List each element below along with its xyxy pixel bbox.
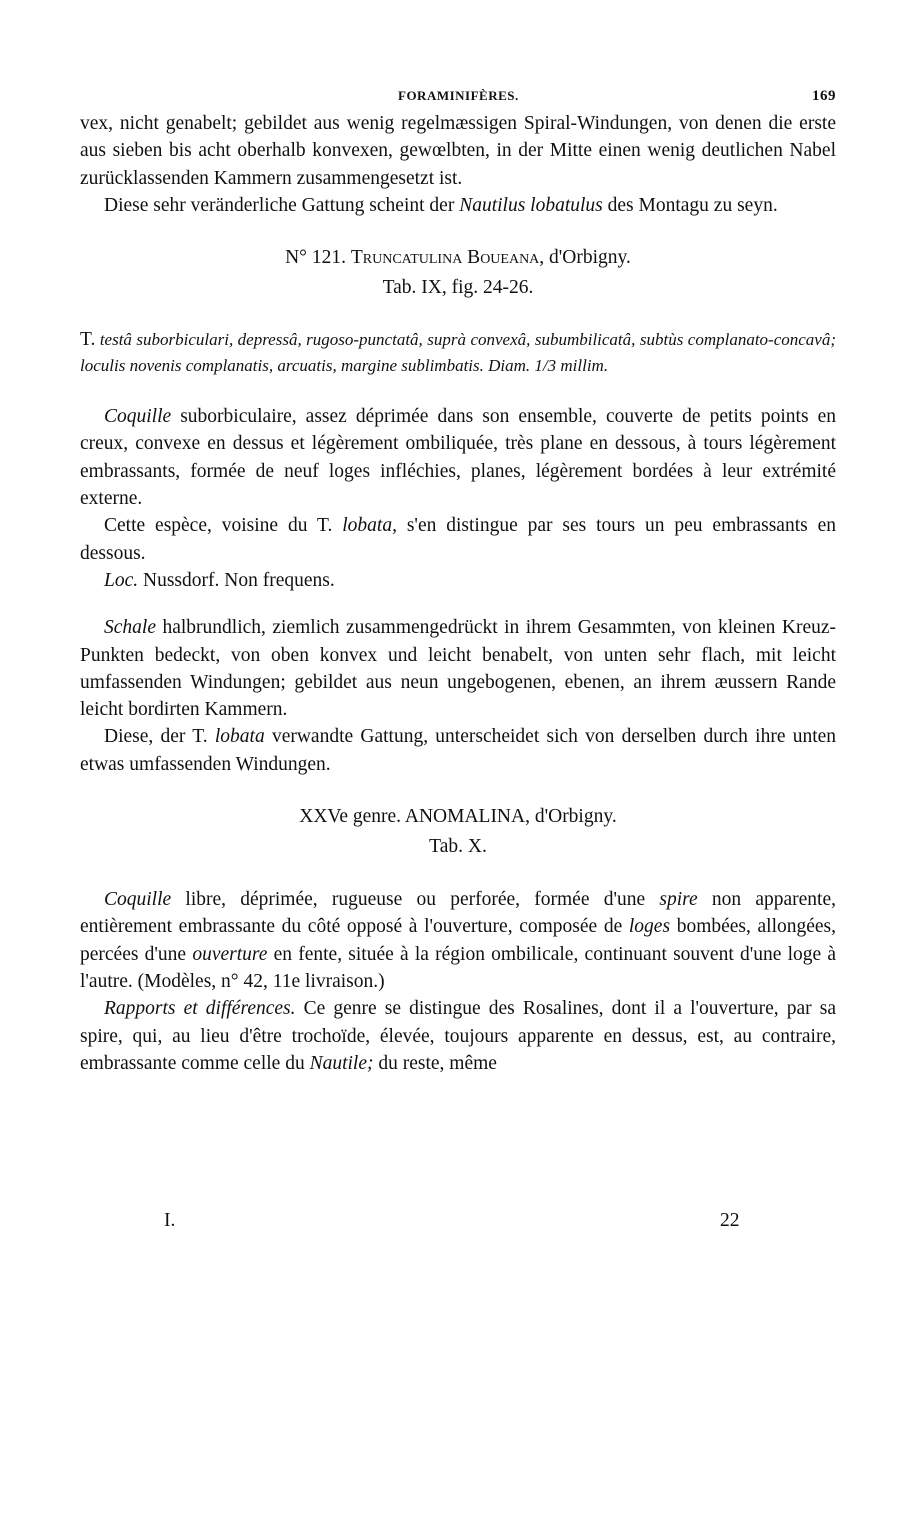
french-comparison: Cette espèce, voisine du T. lobata, s'en distingue par ses tours un peu embrassants en dessous. <box>80 515 837 564</box>
genus-plate: Tab. X. <box>429 836 487 858</box>
german-description: Schale halbrundlich, ziemlich zusammengedrückt in ihrem Gesammten, von kleinen Kreuz-Punkten bedeckt, von oben konvex und leicht benabelt, von unten sehr flach, mit leicht umfassenden Windungen; gebildet aus neun ungebogenen, ebenen, an ihrem æussern Rande leicht bordirten Kammern. <box>80 617 837 721</box>
genus-heading: XXVe genre. ANOMALINA, d'Orbigny. <box>299 806 617 828</box>
locality: Loc. Nussdorf. Non frequens. <box>104 569 335 591</box>
german-comparison: Diese, der T. lobata verwandte Gattung, unterscheidet sich von derselben durch ihre unten etwas umfassenden Windungen. <box>80 726 837 775</box>
species-plate: Tab. IX, fig. 24-26. <box>382 277 534 299</box>
latin-diagnosis: T. testâ suborbiculari, depressâ, rugoso-punctatâ, suprà convexâ, subumbilicatâ, subtùs complanato-concavâ; loculis novenis complanatis, arcuatis, margine sublimbatis. Diam. 1/3 millim. <box>80 329 837 376</box>
french-description: Coquille suborbiculaire, assez déprimée dans son ensemble, couverte de petits points en creux, convexe en dessus et légèrement ombiliquée, très plane en dessous, à tours légèrement embrassants, formée de neuf loges infléchies, planes, légèrement bordées à leur extrémité externe. <box>80 406 836 510</box>
german-paragraph-continued: vex, nicht genabelt; gebildet aus wenig regelmæssigen Spiral-Windungen, von denen die erste aus sieben bis acht oberhalb konvexen, gewœlbten, in der Mitte einen wenig deutlichen Nabel zurücklassenden Kammern zusammengesetzt ist. <box>80 113 836 189</box>
running-title: FORAMINIFÈRES. <box>398 88 519 103</box>
german-paragraph-nautilus: Diese sehr veränderliche Gattung scheint der Nautilus lobatulus des Montagu zu seyn. <box>104 194 778 216</box>
running-head <box>80 88 836 106</box>
page <box>80 88 836 1077</box>
signature-right: 22 <box>720 1210 740 1231</box>
genus-relations: Rapports et différences. Ce genre se distingue des Rosalines, dont il a l'ouverture, par sa spire, qui, au lieu d'être trochoïde, élevée, toujours apparente en dessus, est, au contraire, embrassante comme celle du Nautile; du reste, même <box>80 998 837 1074</box>
taxon-name: Nautilus lobatulus <box>459 194 603 216</box>
page-footer <box>80 1210 836 1238</box>
genus-description: Coquille libre, déprimée, rugueuse ou perforée, formée d'une spire non apparente, entièrement embrassante du côté opposé à l'ouverture, composée de loges bombées, allongées, percées d'une ouverture en fente, située à la région ombilicale, continuant souvent d'une loge à l'autre. (Modèles, n° 42, 11e livraison.) <box>80 889 837 992</box>
species-heading: N° 121. Truncatulina Boueana, d'Orbigny. <box>285 247 631 269</box>
signature-left: I. <box>164 1210 176 1231</box>
page-number: 169 <box>812 88 836 104</box>
